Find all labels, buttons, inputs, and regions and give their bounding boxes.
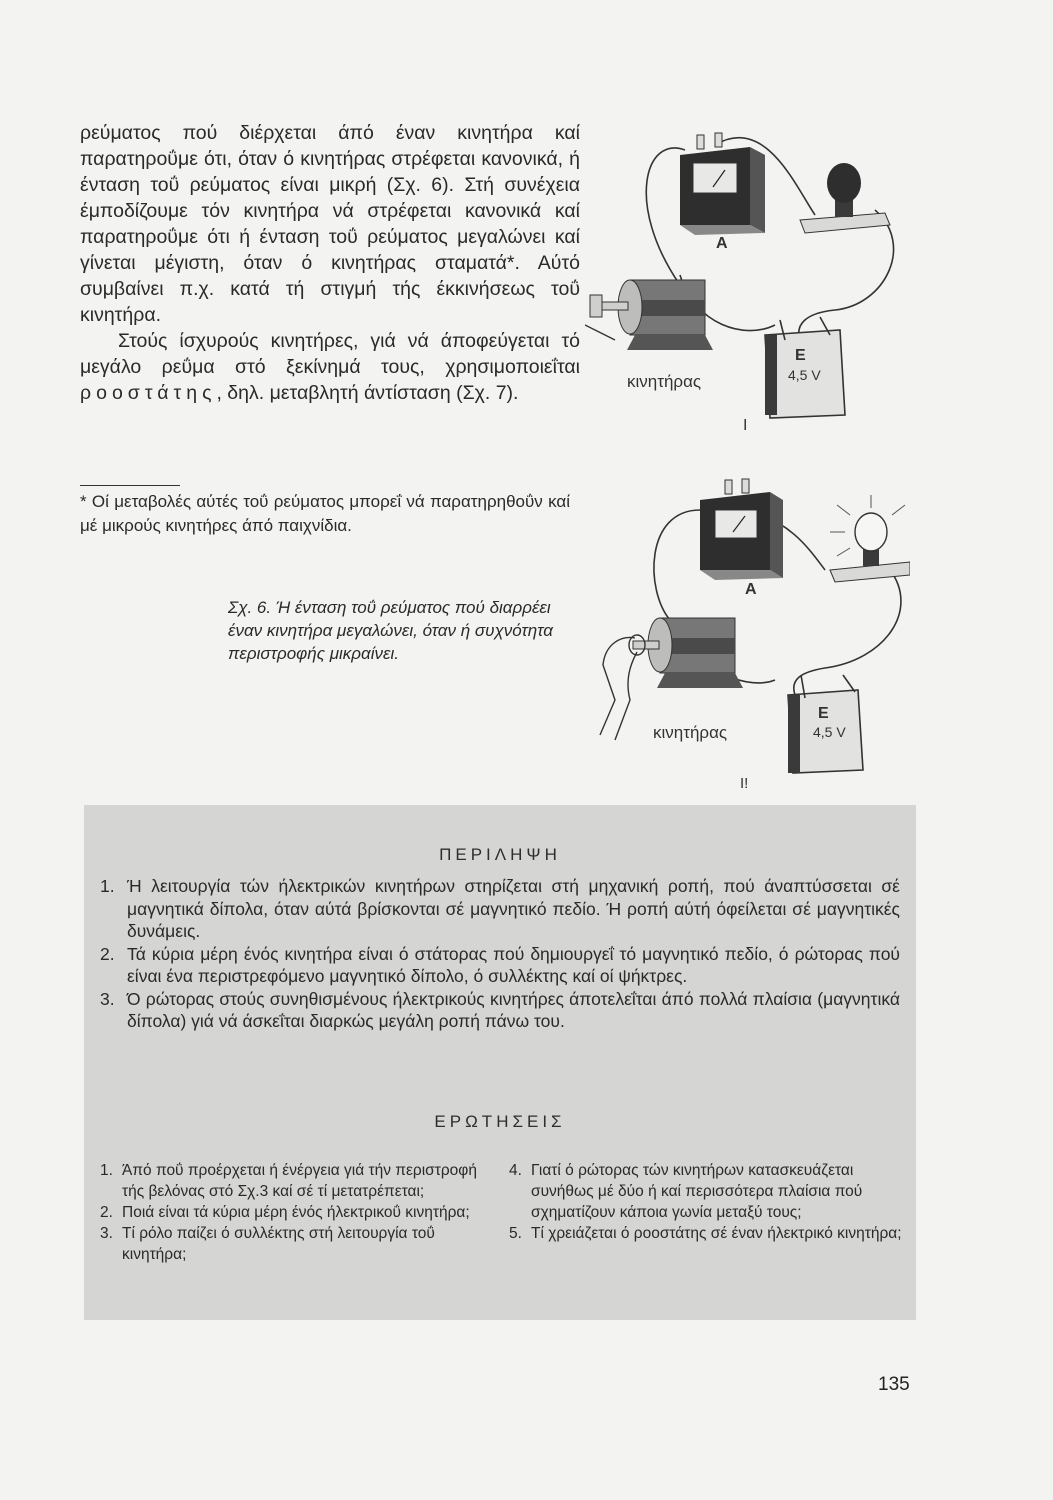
figure-marker: I: [743, 417, 748, 434]
question-item: [509, 1160, 909, 1223]
paragraph-2-end: , δηλ. μεταβλητή άντίσταση (Σχ. 7).: [216, 382, 519, 404]
question-number: 4.: [509, 1162, 522, 1179]
question-item: [100, 1160, 485, 1202]
body-text: [80, 120, 580, 406]
item-number: 2.: [100, 943, 115, 964]
rheostat-term: ροοστάτης: [80, 382, 217, 404]
item-text: Ή λειτουργία τών ήλεκτρικών κινητήρων στηρίζεται στή μηχανική ροπή, πού άναπτύσσεται σέ μαγνητικά δίπολα, όταν αύτά βρίσκονται σέ μαγνητικό πεδίο. Ή ροπή αύτή όφείλεται σέ μαγνητικές δυνάμεις.: [127, 876, 900, 941]
questions-left-column: [100, 1160, 485, 1265]
battery-voltage: 4,5 V: [788, 367, 821, 383]
item-number: 3.: [100, 988, 115, 1009]
ammeter-label: A: [745, 581, 757, 598]
battery-voltage: 4,5 V: [813, 724, 846, 740]
ammeter-label: A: [716, 235, 728, 252]
question-item: [100, 1202, 485, 1223]
ammeter-icon: [680, 133, 765, 235]
motor-label: κινητήρας: [653, 723, 728, 742]
ammeter-icon: [700, 479, 783, 580]
question-text: Ποιά είναι τά κύρια μέρη ένός ήλεκτρικοΰ κινητήρα;: [122, 1204, 470, 1221]
motor-icon: [585, 280, 713, 350]
question-text: Τί ρόλο παίζει ό συλλέκτης στή λειτουργία τοΰ κινητήρα;: [122, 1225, 435, 1263]
question-text: Γιατί ό ρώτορας τών κινητήρων κατασκευάζεται συνήθως μέ δύο ή καί περισσότερα πλαίσια πού σχηματίζουν κάποια γωνία μεταξύ τους;: [531, 1162, 863, 1221]
summary-item: [100, 988, 900, 1033]
lamp-icon: [800, 163, 890, 233]
questions-title: ΕΡΩΤΗΣΕΙΣ: [434, 1112, 566, 1131]
item-number: 1.: [100, 876, 115, 896]
figure-marker: I!: [740, 775, 749, 792]
question-number: 2.: [100, 1204, 113, 1221]
summary-item: [100, 943, 900, 988]
question-text: Τί χρειάζεται ό ροοστάτης σέ έναν ήλεκτρικό κινητήρα;: [531, 1225, 902, 1242]
summary-title: ΠΕΡΙΛΗΨΗ: [439, 845, 561, 864]
questions-right-column: [509, 1160, 909, 1244]
battery-label: E: [795, 347, 806, 364]
summary-list: [100, 875, 900, 1033]
lamp-lit-icon: [830, 495, 910, 582]
paragraph-2: [80, 328, 580, 406]
question-item: [509, 1223, 909, 1244]
paragraph-2-start: Στούς ίσχυρούς κινητήρες, γιά νά άποφεύγεται τό μεγάλο ρεΰμα στό ξεκίνημά τους, χρησιμοποιεΐται: [80, 330, 580, 378]
footnote-rule: [80, 485, 180, 486]
motor-label: κινητήρας: [627, 372, 702, 391]
page-number: 135: [878, 1374, 910, 1395]
battery-label: E: [818, 705, 829, 722]
item-text: Τά κύρια μέρη ένός κινητήρα είναι ό στάτορας πού δημιουργεΐ τό μαγνητικό πεδίο, ό ρώτορας πού είναι ένα περιστρεφόμενο μαγνητικό δίπολο, ό συλλέκτης καί οί ψήκτρες.: [127, 943, 900, 986]
summary-item: [100, 875, 900, 943]
footnote: * Οί μεταβολές αύτές τοΰ ρεύματος μπορεΐ νά παρατηρηθοΰν καί μέ μικρούς κινητήρες άπό παιχνίδια.: [80, 492, 570, 535]
motor-icon: [633, 618, 743, 688]
question-item: [100, 1223, 485, 1265]
paragraph-1: ρεύματος πού διέρχεται άπό έναν κινητήρα καί παρατηροΰμε ότι, όταν ό κινητήρας στρέφεται κανονικά, ή ένταση τοΰ ρεύματος είναι μικρή (Σχ. 6). Στή συνέχεια έμποδίζουμε τόν κινητήρα νά στρέφεται κανονικά καί παρατηροΰμε ότι ή ένταση τοΰ ρεύματος μεγαλώνει καί γίνεται μέγιστη, όταν ό κινητήρας σταματά*. Αύτό συμβαίνει π.χ. κατά τή στιγμή τής έκκινήσεως τοΰ κινητήρα.: [80, 122, 580, 326]
summary-box: [84, 805, 916, 1320]
figure-caption: Σχ. 6. Ή ένταση τοΰ ρεύματος πού διαρρέει έναν κινητήρα μεγαλώνει, όταν ή συχνότητα περιστροφής μικραίνει.: [228, 598, 553, 663]
question-number: 3.: [100, 1225, 113, 1242]
circuit-figure-bottom: [575, 470, 910, 795]
circuit-figure-top: [585, 125, 915, 445]
question-number: 5.: [509, 1225, 522, 1242]
hand-icon: [600, 635, 645, 740]
item-text: Ό ρώτορας στούς συνηθισμένους ήλεκτρικούς κινητήρες άποτελεΐται άπό πολλά πλαίσια (μαγνητικά δίπολα) γιά νά άσκεΐται διαρκώς μεγάλη ροπή πάνω του.: [127, 988, 900, 1031]
question-text: Άπό ποΰ προέρχεται ή ένέργεια γιά τήν περιστροφή τής βελόνας στό Σχ.3 καί σέ τί μετατρέπεται;: [122, 1162, 477, 1200]
question-number: 1.: [100, 1162, 113, 1179]
